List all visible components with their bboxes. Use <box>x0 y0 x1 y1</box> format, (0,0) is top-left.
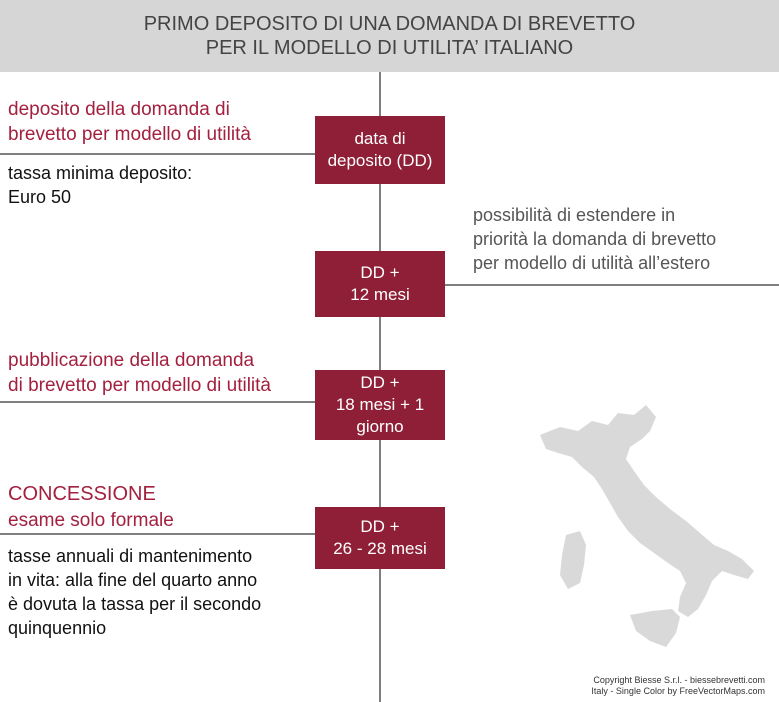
deposit-title-line: deposito della domanda di <box>8 99 230 120</box>
title-line-1: PRIMO DEPOSITO DI UNA DOMANDA DI BREVETTO <box>143 13 636 35</box>
step-box-line: data di <box>354 129 406 148</box>
title-line-2: PER IL MODELLO DI UTILITA’ ITALIANO <box>205 37 574 59</box>
annual-fees-line: in vita: alla fine del quarto anno <box>8 570 258 590</box>
header-banner <box>0 0 779 72</box>
priority-note <box>473 203 716 275</box>
copyright <box>591 675 765 697</box>
priority-line: priorità la domanda di brevetto <box>473 229 717 249</box>
annual-fees-note <box>8 544 261 640</box>
grant-title: CONCESSIONE <box>8 483 156 505</box>
step-box-line: 12 mesi <box>350 285 410 304</box>
priority-line: possibilità di estendere in <box>473 205 676 225</box>
deposit-fee-line: tassa minima deposito: <box>8 163 193 183</box>
deposit-fee-line: Euro 50 <box>8 187 72 207</box>
step-box-line: DD + <box>360 373 400 392</box>
annual-fees-line: tasse annuali di mantenimento <box>8 546 253 566</box>
annual-fees-line: è dovuta la tassa per il secondo <box>8 594 262 614</box>
step-box-line: DD + <box>360 517 400 536</box>
step-box-line: 18 mesi + 1 <box>335 395 425 414</box>
copyright-line: Italy - Single Color by FreeVectorMaps.com <box>591 686 765 696</box>
grant-subtitle: esame solo formale <box>8 510 174 531</box>
step-box-line: DD + <box>360 263 400 282</box>
step-box-line: 26 - 28 mesi <box>333 539 427 558</box>
sardinia-shape <box>560 531 586 589</box>
sicily-shape <box>630 609 680 647</box>
publication-line: di brevetto per modello di utilità <box>8 375 271 396</box>
step-box-26-28-months <box>315 507 445 569</box>
italy-map-icon <box>530 395 765 665</box>
step-box-line: giorno <box>356 417 404 436</box>
deposit-title <box>8 97 251 147</box>
deposit-fee <box>8 161 192 209</box>
publication-line: pubblicazione della domanda <box>8 350 255 371</box>
annual-fees-line: quinquennio <box>8 618 107 638</box>
step-box-12-months <box>315 251 445 317</box>
step-box-18-months <box>315 370 445 440</box>
copyright-line: Copyright Biesse S.r.l. - biessebrevetti.com <box>593 675 765 685</box>
deposit-title-line: brevetto per modello di utilità <box>8 124 251 145</box>
step-box-line: deposito (DD) <box>327 151 433 170</box>
publication-note <box>8 348 271 398</box>
step-box-filing-date <box>315 116 445 184</box>
priority-line: per modello di utilità all’estero <box>473 253 711 273</box>
